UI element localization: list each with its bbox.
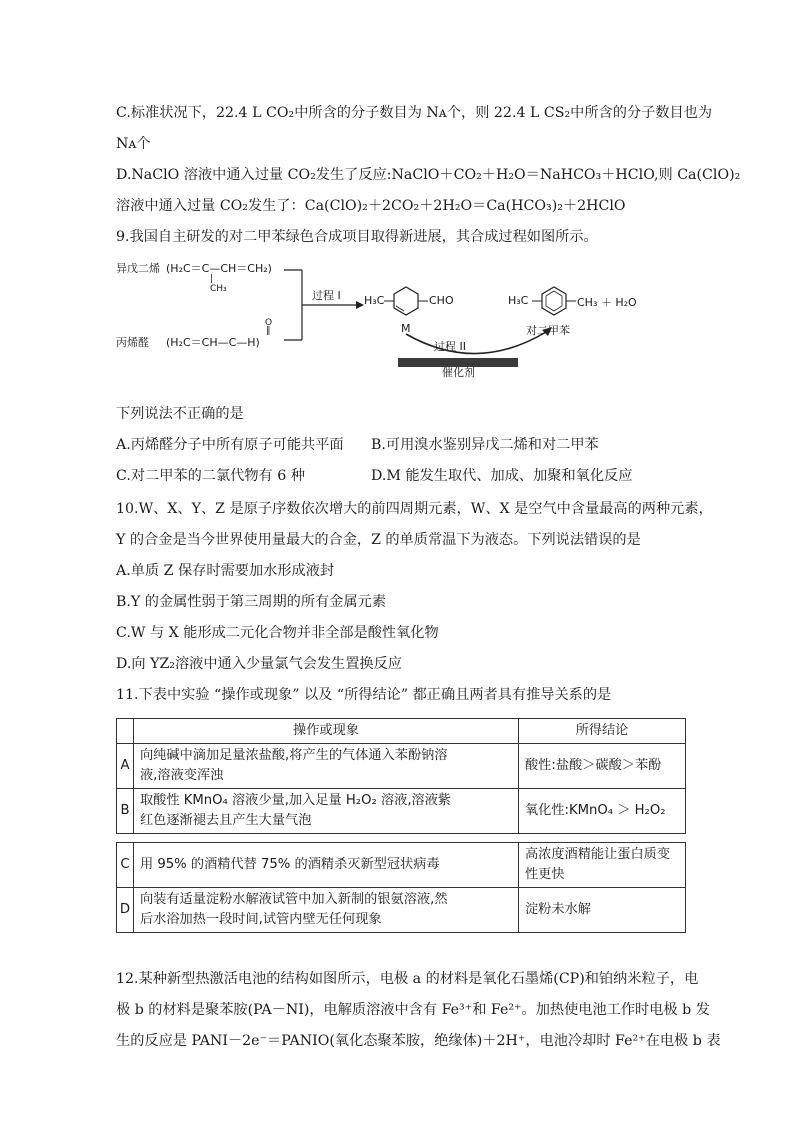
q10-option-a: A.单质 Z 保存时需要加水形成液封 [116,563,335,579]
option-d-line-2: 溶液中通入过量 CO₂发生了：Ca(ClO)₂＋2CO₂＋2H₂O＝Ca(HCO₃)₂＋2HClO [116,198,626,214]
m-label: M [401,322,411,335]
q9-option-d: D.M 能发生取代、加成、加聚和氧化反应 [371,468,633,484]
row-letter: C [117,843,134,888]
question-9-stem: 9.我国自主研发的对二甲苯绿色合成项目取得新进展，其合成过程如图所示。 [116,229,598,245]
process-2-label: 过程 II [434,340,466,353]
isoprene-formula: (H₂C＝C—CH＝CH₂) [166,262,272,275]
reaction-diagram [116,256,716,379]
table-row [117,888,686,933]
question-10-stem-2: Y 的合金是当今世界使用量最大的合金，Z 的单质常温下为液态。下列说法错误的是 [116,532,641,548]
table-row [117,744,686,789]
row-operation [134,888,519,933]
experiment-table-top [116,718,686,834]
isoprene-methyl: CH₃ [210,284,227,294]
option-c-line-1: C.标准状况下，22.4 L CO₂中所含的分子数目为 Nᴀ个，则 22.4 L CS₂中所含的分子数目也为 [116,105,713,121]
question-12-line-2: 极 b 的材料是聚苯胺(PA－NI)，电解质溶液中含有 Fe³⁺和 Fe²⁺。加热使电池工作时电极 b 发 [116,1002,710,1018]
q9-option-a: A.丙烯醛分子中所有原子可能共平面 [116,437,344,453]
row-operation: 用 95% 的酒精代替 75% 的酒精杀灭新型冠状病毒 [134,843,519,888]
table-header-blank [117,719,134,744]
row-conclusion: 酸性:盐酸＞碳酸＞苯酚 [519,744,686,789]
acrolein-label: 丙烯醛 [116,336,149,349]
m-right-group: CHO [429,294,454,307]
table-header-conclusion: 所得结论 [519,719,686,744]
table-header-operation: 操作或现象 [134,719,519,744]
question-12-line-1: 12.某种新型热激活电池的结构如图所示，电极 a 的材料是氧化石墨烯(CP)和铂纳米粒子，电 [116,971,699,987]
isoprene-label: 异戊二烯 [116,262,160,275]
table-row [117,843,686,888]
q9-option-b: B.可用溴水鉴别异戊二烯和对二甲苯 [371,437,599,453]
row-letter: A [117,744,134,789]
q10-option-b: B.Y 的金属性弱于第三周期的所有金属元素 [116,594,387,610]
option-c-line-2: Nᴀ个 [116,136,151,152]
question-10-stem-1: 10.W、X、Y、Z 是原子序数依次增大的前四周期元素，W、X 是空气中含量最高的两种元素， [116,501,713,517]
question-11-stem: 11.下表中实验 “操作或现象” 以及 “所得结论” 都正确且两者具有推导关系的是 [116,687,612,703]
row-conclusion-line: 高浓度酒精能让蛋白质变 [525,847,671,862]
pxylene-label: 对二甲苯 [526,324,570,337]
row-letter: B [117,789,134,834]
row-operation-line: 向纯碱中滴加足量浓盐酸,将产生的气体通入苯酚钠溶 [140,748,448,763]
m-left-group: H₃C [364,294,385,307]
isoprene-bond: | [210,274,214,284]
process-1-label: 过程 I [312,289,341,302]
table-header-row [117,719,686,744]
acrolein-double-bond: ‖ [266,326,271,336]
acrolein-oxygen: O [265,318,273,328]
acrolein-formula: (H₂C＝CH—C—H) [166,336,260,349]
question-9-prompt: 下列说法不正确的是 [116,406,244,422]
table-row [117,789,686,834]
row-letter: D [117,888,134,933]
row-operation-line: 向装有适量淀粉水解液试管中加入新制的银氨溶液,然 [140,892,448,907]
option-d-line-1: D.NaClO 溶液中通入过量 CO₂发生了反应:NaClO＋CO₂＋H₂O＝NaHCO₃＋HClO,则 Ca(ClO)₂ [116,167,741,183]
question-12-line-3: 生的反应是 PANI－2e⁻＝PANIO(氧化态聚苯胺，绝缘体)＋2H⁺，电池冷却时 Fe²⁺在电极 b 表 [116,1033,721,1049]
row-conclusion: 氧化性:KMnO₄ ＞ H₂O₂ [519,789,686,834]
row-operation-line: 后水浴加热一段时间,试管内壁无任何现象 [140,912,382,927]
row-operation-line: 取酸性 KMnO₄ 溶液少量,加入足量 H₂O₂ 溶液,溶液紫 [140,793,452,808]
row-operation-line: 红色逐渐褪去且产生大量气泡 [140,813,312,828]
row-operation [134,789,519,834]
row-conclusion-line: 性更快 [525,867,565,882]
pxylene-right-group: CH₃ ＋ H₂O [577,296,637,309]
row-conclusion [519,843,686,888]
pxylene-left-group: H₃C [508,294,529,307]
catalyst-label: 催化剂 [442,366,475,379]
row-operation [134,744,519,789]
q10-option-d: D.向 YZ₂溶液中通入少量氯气会发生置换反应 [116,656,402,672]
row-conclusion: 淀粉未水解 [519,888,686,933]
q10-option-c: C.W 与 X 能形成二元化合物并非全部是酸性氧化物 [116,625,439,641]
row-operation-line: 液,溶液变浑浊 [140,768,224,783]
experiment-table-bottom [116,842,686,933]
q9-option-c: C.对二甲苯的二氯代物有 6 种 [116,468,305,484]
